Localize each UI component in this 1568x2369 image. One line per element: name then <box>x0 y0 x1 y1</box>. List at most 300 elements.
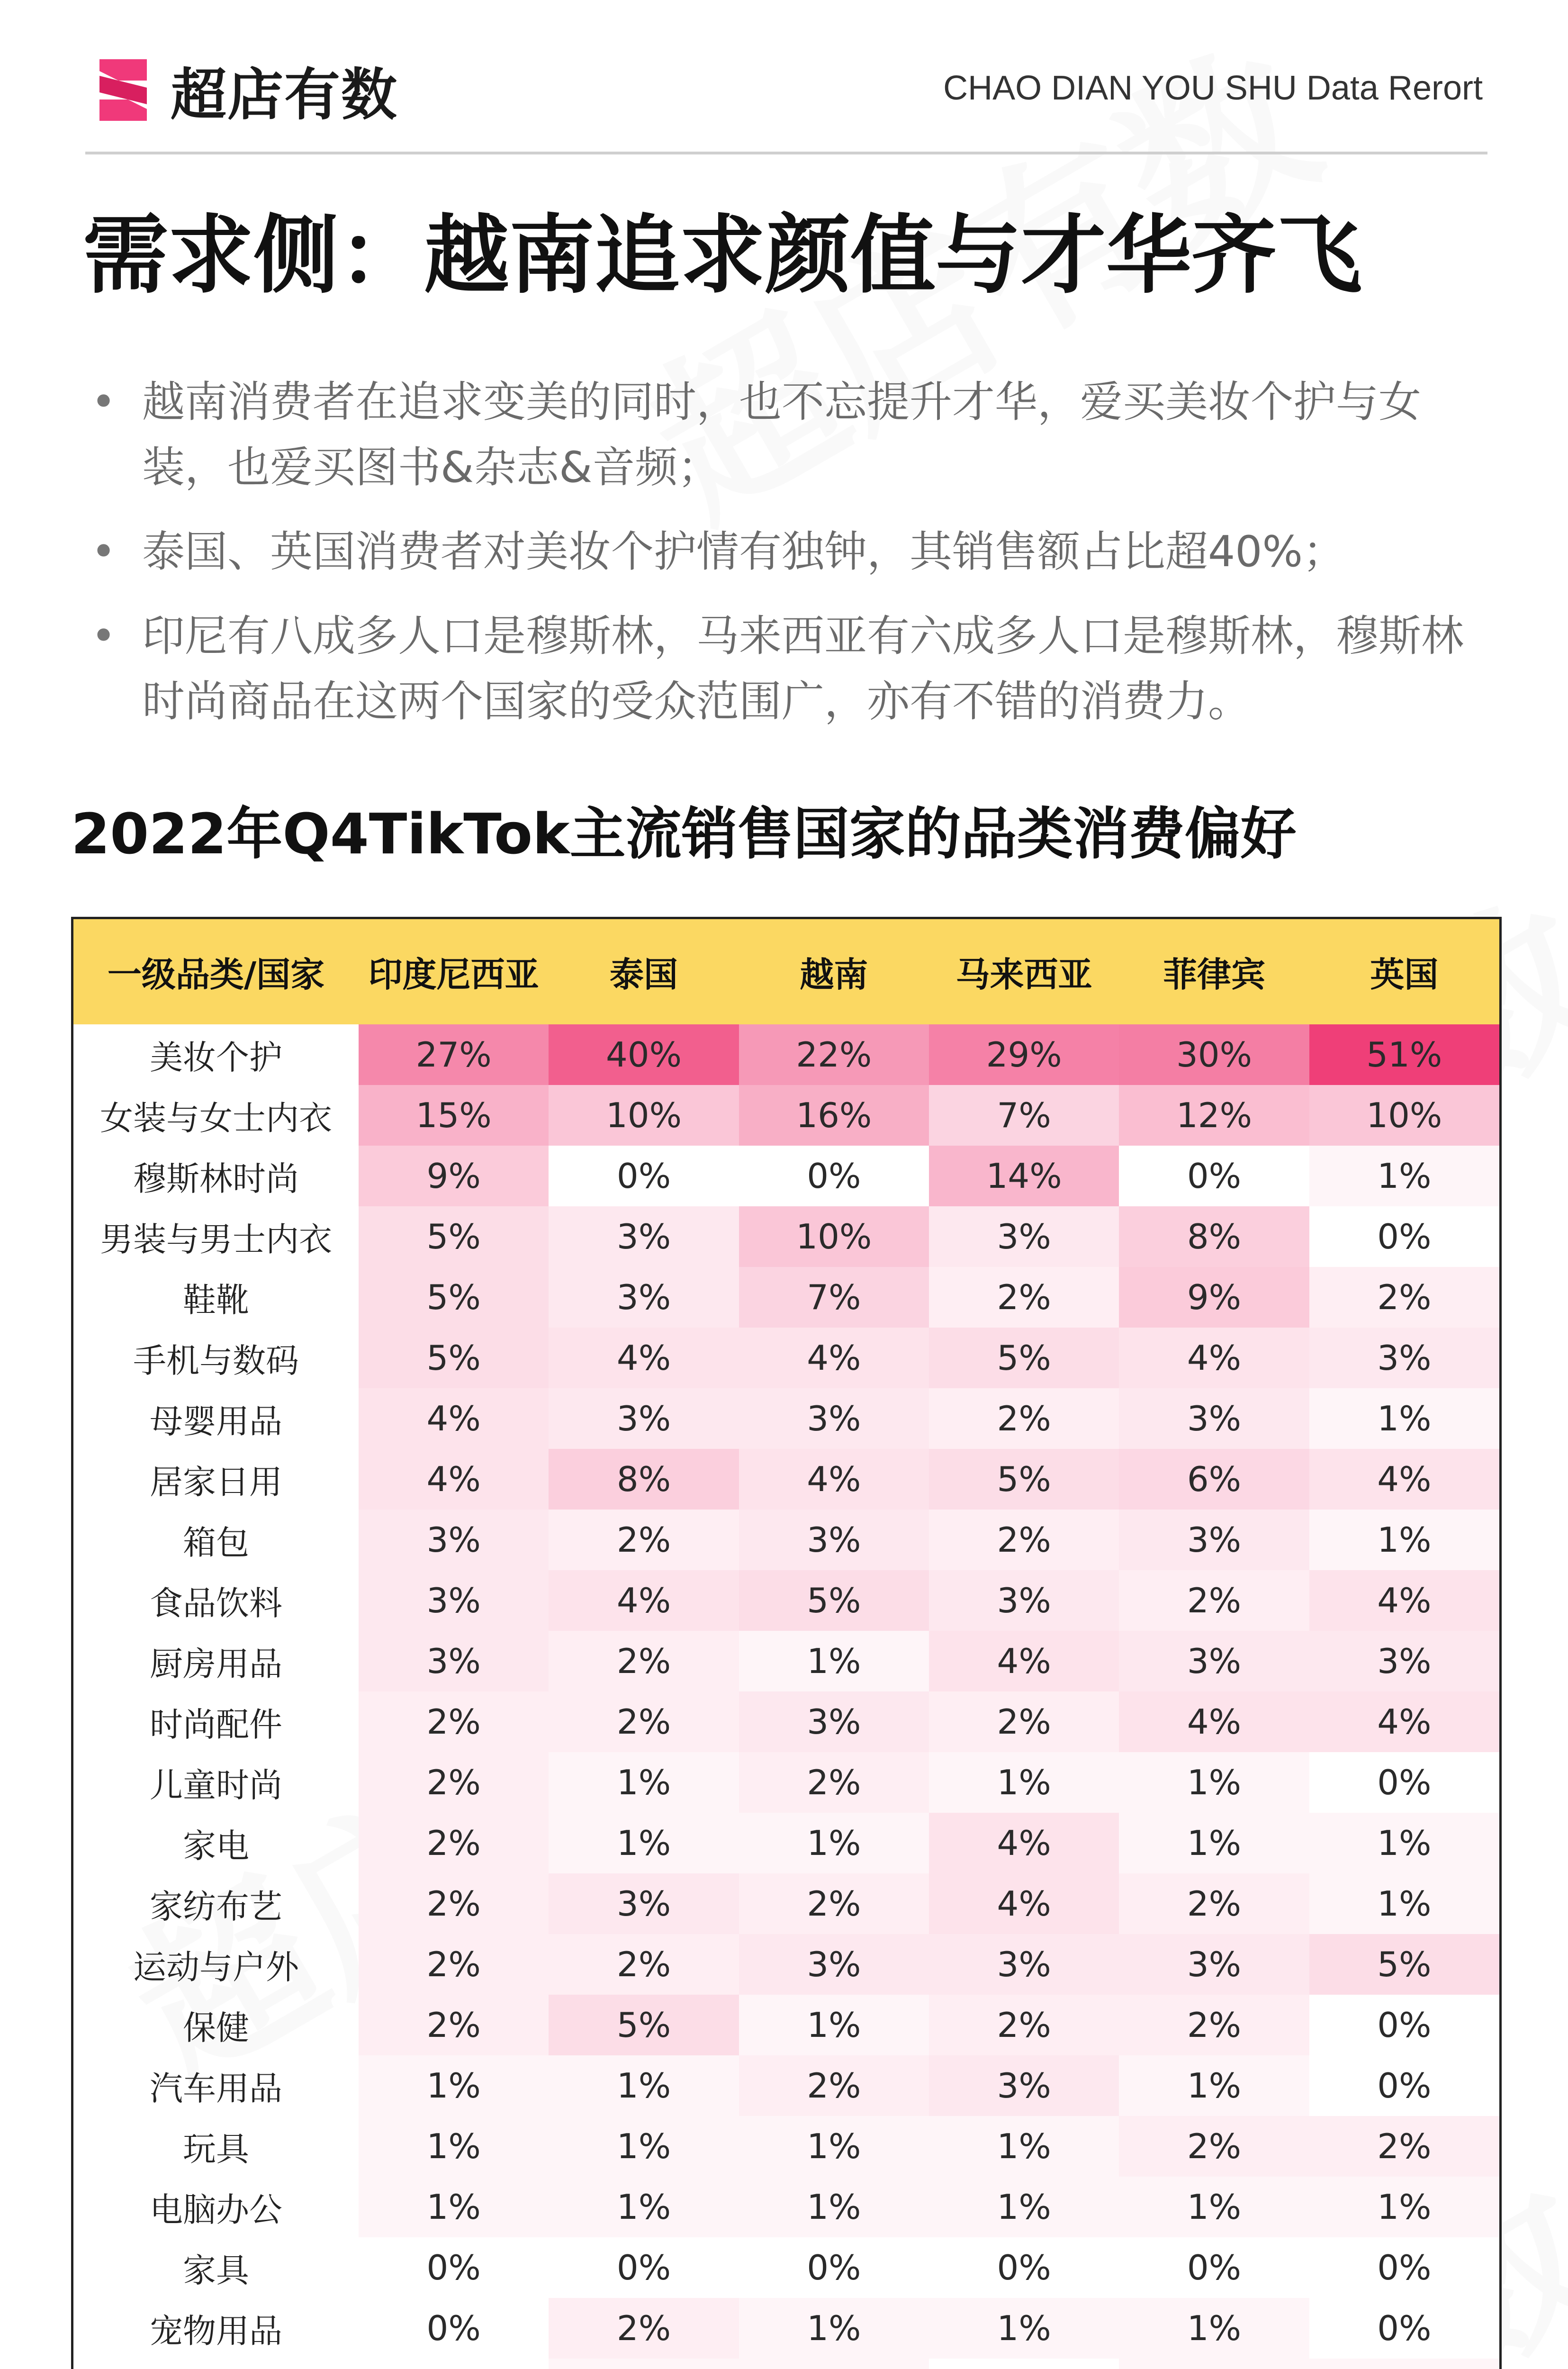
value-number: 1 <box>807 1823 829 1863</box>
value-cell <box>549 1085 739 1146</box>
value-cell <box>549 2116 739 2177</box>
percent-sign: % <box>1208 1581 1242 1620</box>
percent-sign: % <box>1018 2248 1051 2288</box>
percent-sign: % <box>1208 2005 1242 2045</box>
percent-sign: % <box>448 1641 481 1681</box>
value-number: 0 <box>1377 1763 1399 1802</box>
bullet-text: 泰国、英国消费者对美妆个护情有独钟，其销售额占比超40%； <box>142 527 1346 577</box>
value-number: 0 <box>807 1156 829 1196</box>
percent-sign: % <box>1018 1399 1051 1438</box>
bullet-item <box>85 519 1497 585</box>
value-cell <box>1119 1328 1309 1388</box>
value-cell <box>359 1206 549 1267</box>
percent-sign: % <box>1208 1338 1242 1378</box>
percent-sign: % <box>1409 1095 1442 1135</box>
value-number: 5 <box>426 1338 449 1378</box>
value-cell <box>1309 1449 1499 1510</box>
value-cell <box>359 2237 549 2298</box>
value-number: 6 <box>1187 1459 1209 1499</box>
value-cell <box>359 2055 549 2116</box>
value-number: 1 <box>426 2066 449 2106</box>
table-row <box>73 2177 1499 2237</box>
percent-sign: % <box>829 1823 861 1863</box>
percent-sign: % <box>1399 2126 1432 2166</box>
value-cell <box>1119 1631 1309 1691</box>
value-cell <box>1309 1631 1499 1691</box>
value-cell <box>359 1085 549 1146</box>
value-number: 4 <box>1377 1581 1399 1620</box>
percent-sign: % <box>638 1763 671 1802</box>
value-cell <box>1119 2055 1309 2116</box>
value-number: 2 <box>426 1823 449 1863</box>
value-number: 2 <box>426 1763 449 1802</box>
value-number: 2 <box>616 2308 639 2348</box>
value-cell <box>929 1388 1119 1449</box>
percent-sign: % <box>1208 1944 1242 1984</box>
percent-sign: % <box>1208 1520 1242 1560</box>
percent-sign: % <box>448 1823 481 1863</box>
value-cell <box>739 1631 929 1691</box>
value-number: 4 <box>616 1338 639 1378</box>
percent-sign: % <box>1399 2005 1432 2045</box>
value-cell <box>1309 1995 1499 2055</box>
percent-sign: % <box>638 1399 671 1438</box>
value-number: 1 <box>616 2066 639 2106</box>
percent-sign: % <box>1208 1399 1242 1438</box>
value-number: 3 <box>426 1641 449 1681</box>
value-cell <box>359 2177 549 2237</box>
table-row <box>73 2055 1499 2116</box>
brand-logo <box>90 50 398 130</box>
value-cell <box>739 1146 929 1206</box>
value-number: 3 <box>1187 1520 1209 1560</box>
value-cell <box>359 2298 549 2359</box>
value-cell <box>929 1206 1119 1267</box>
value-cell <box>1309 1813 1499 1873</box>
value-number: 1 <box>616 2187 639 2227</box>
value-number: 2 <box>997 2005 1019 2045</box>
percent-sign: % <box>1399 1823 1432 1863</box>
value-cell <box>359 1570 549 1631</box>
value-number: 3 <box>426 1520 449 1560</box>
value-cell <box>549 1873 739 1934</box>
value-number: 2 <box>807 2066 829 2106</box>
value-number: 3 <box>426 1581 449 1620</box>
value-number: 1 <box>616 1763 639 1802</box>
value-cell <box>359 1691 549 1752</box>
table-row <box>73 1752 1499 1813</box>
value-number: 2 <box>1187 2005 1209 2045</box>
table-row <box>73 1449 1499 1510</box>
value-cell <box>359 1813 549 1873</box>
category-cell: 母婴用品 <box>150 1402 282 1441</box>
percent-sign: % <box>1208 1763 1242 1802</box>
value-cell <box>739 1510 929 1570</box>
percent-sign: % <box>448 1520 481 1560</box>
value-cell <box>739 2237 929 2298</box>
table-row <box>73 1691 1499 1752</box>
value-number: 1 <box>807 2187 829 2227</box>
category-cell <box>73 2359 359 2369</box>
value-cell <box>1309 1570 1499 1631</box>
value-cell <box>739 1570 929 1631</box>
percent-sign: % <box>638 2187 671 2227</box>
percent-sign: % <box>829 1277 861 1317</box>
percent-sign: % <box>448 2248 481 2288</box>
value-cell <box>929 1146 1119 1206</box>
percent-sign: % <box>448 1277 481 1317</box>
value-number: 8 <box>1187 1217 1209 1257</box>
value-cell <box>359 2116 549 2177</box>
percent-sign: % <box>1399 1702 1432 1742</box>
percent-sign: % <box>448 1338 481 1378</box>
percent-sign: % <box>829 1884 861 1924</box>
value-cell <box>1119 1206 1309 1267</box>
percent-sign: % <box>1399 2066 1432 2106</box>
value-number: 4 <box>1377 1702 1399 1742</box>
value-number: 2 <box>426 2005 449 2045</box>
percent-sign: % <box>1018 1944 1051 1984</box>
value-number: 4 <box>1377 1459 1399 1499</box>
percent-sign: % <box>1208 1277 1242 1317</box>
percent-sign: % <box>638 1702 671 1742</box>
value-number: 1 <box>1187 2066 1209 2106</box>
value-number: 2 <box>1377 2126 1399 2166</box>
percent-sign: % <box>638 1338 671 1378</box>
value-cell <box>739 2177 929 2237</box>
percent-sign: % <box>459 1035 492 1075</box>
percent-sign: % <box>839 1095 872 1135</box>
value-cell <box>1119 2237 1309 2298</box>
table-row <box>73 1934 1499 1995</box>
report-tag: CHAO DIAN YOU SHU Data Rerort <box>943 69 1483 107</box>
category-cell: 食品饮料 <box>150 1583 282 1623</box>
value-number: 3 <box>807 1520 829 1560</box>
category-cell: 女装与女士内衣 <box>100 1098 332 1138</box>
percent-sign: % <box>448 1581 481 1620</box>
percent-sign: % <box>1208 1702 1242 1742</box>
category-cell: 保健 <box>183 2008 249 2047</box>
percent-sign: % <box>1029 1156 1062 1196</box>
percent-sign: % <box>448 2005 481 2045</box>
bullet-text: 印尼有八成多人口是穆斯林，马来西亚有六成多人口是穆斯林，穆斯林时尚商品在这两个国家的受众范围广，亦有不错的消费力。 <box>142 611 1464 726</box>
value-number: 2 <box>1187 1581 1209 1620</box>
value-cell <box>1119 1024 1309 1085</box>
value-number: 1 <box>1377 1399 1399 1438</box>
heatmap-table <box>71 917 1502 2369</box>
value-number: 1 <box>616 2126 639 2166</box>
value-number: 1 <box>997 2308 1019 2348</box>
value-cell <box>739 1267 929 1328</box>
value-number: 3 <box>997 1581 1019 1620</box>
category-cell: 汽车用品 <box>150 2069 282 2108</box>
table-row <box>73 2116 1499 2177</box>
value-number: 2 <box>616 1702 639 1742</box>
percent-sign: % <box>1018 1702 1051 1742</box>
value-cell <box>549 1934 739 1995</box>
value-number: 1 <box>616 1823 639 1863</box>
value-number: 4 <box>426 1399 449 1438</box>
value-cell <box>1119 2116 1309 2177</box>
brand-logo-icon <box>90 54 156 126</box>
value-number: 5 <box>426 1277 449 1317</box>
column-header: 越南 <box>739 919 929 1024</box>
value-cell <box>549 1267 739 1328</box>
value-cell <box>739 1995 929 2055</box>
percent-sign: % <box>1399 1338 1432 1378</box>
value-cell <box>359 1510 549 1570</box>
percent-sign: % <box>1409 1035 1442 1075</box>
value-cell <box>929 1024 1119 1085</box>
percent-sign: % <box>829 2187 861 2227</box>
percent-sign: % <box>829 1702 861 1742</box>
percent-sign: % <box>1208 1459 1242 1499</box>
value-cell <box>549 2237 739 2298</box>
table-title: 2022年Q4TikTok主流销售国家的品类消费偏好 <box>71 801 1297 867</box>
value-number: 1 <box>1187 1823 1209 1863</box>
percent-sign: % <box>638 2308 671 2348</box>
table-row <box>73 1388 1499 1449</box>
value-number: 2 <box>426 1884 449 1924</box>
value-cell <box>1309 1691 1499 1752</box>
value-cell <box>1119 1934 1309 1995</box>
percent-sign: % <box>1208 1641 1242 1681</box>
value-cell <box>549 1752 739 1813</box>
percent-sign: % <box>1018 1217 1051 1257</box>
table-body <box>73 1024 1499 2369</box>
percent-sign: % <box>1399 1399 1432 1438</box>
value-cell <box>929 1085 1119 1146</box>
category-cell: 手机与数码 <box>133 1341 299 1380</box>
value-number: 0 <box>1377 1217 1399 1257</box>
value-number: 7 <box>997 1095 1019 1135</box>
value-cell <box>929 2359 1119 2369</box>
value-cell <box>929 1510 1119 1570</box>
value-cell <box>929 1267 1119 1328</box>
percent-sign: % <box>1018 1095 1051 1135</box>
table-row <box>73 1570 1499 1631</box>
column-header: 英国 <box>1309 919 1499 1024</box>
value-number: 1 <box>1377 1884 1399 1924</box>
table-row <box>73 1873 1499 1934</box>
value-cell <box>1309 1388 1499 1449</box>
header-divider <box>85 152 1487 154</box>
value-cell <box>1119 1388 1309 1449</box>
value-number: 2 <box>807 1884 829 1924</box>
value-number: 1 <box>807 2005 829 2045</box>
value-number: 2 <box>997 1520 1019 1560</box>
value-cell <box>1119 1510 1309 1570</box>
category-cell: 居家日用 <box>150 1462 282 1501</box>
value-number: 5 <box>616 2005 639 2045</box>
percent-sign: % <box>448 1702 481 1742</box>
value-cell <box>1309 1510 1499 1570</box>
value-number: 3 <box>997 2066 1019 2106</box>
value-number: 0 <box>426 2248 449 2288</box>
value-cell <box>1309 2359 1499 2369</box>
value-cell <box>929 1328 1119 1388</box>
brand-name: 超店有数 <box>171 62 398 127</box>
value-number: 2 <box>1187 2126 1209 2166</box>
table-row <box>73 1510 1499 1570</box>
value-number: 5 <box>426 1217 449 1257</box>
value-cell <box>359 1328 549 1388</box>
percent-sign: % <box>829 2126 861 2166</box>
percent-sign: % <box>638 1823 671 1863</box>
percent-sign: % <box>1208 2066 1242 2106</box>
value-number: 7 <box>807 1277 829 1317</box>
category-cell: 时尚配件 <box>150 1705 282 1744</box>
table-row <box>73 2237 1499 2298</box>
bullet-dot-icon: • <box>91 611 117 661</box>
value-cell <box>929 2237 1119 2298</box>
percent-sign: % <box>638 1156 671 1196</box>
value-number: 2 <box>997 1702 1019 1742</box>
value-number: 1 <box>1377 1520 1399 1560</box>
category-cell: 厨房用品 <box>150 1644 282 1683</box>
percent-sign: % <box>448 2308 481 2348</box>
value-cell <box>1119 1146 1309 1206</box>
percent-sign: % <box>829 1156 861 1196</box>
percent-sign: % <box>1208 2126 1242 2166</box>
value-cell <box>1119 1449 1309 1510</box>
percent-sign: % <box>1208 1884 1242 1924</box>
value-number: 4 <box>997 1884 1019 1924</box>
value-cell <box>549 1206 739 1267</box>
percent-sign: % <box>1399 1944 1432 1984</box>
percent-sign: % <box>649 1095 682 1135</box>
bullet-list <box>85 370 1497 753</box>
value-number: 1 <box>807 2126 829 2166</box>
value-number: 3 <box>807 1399 829 1438</box>
percent-sign: % <box>1018 1459 1051 1499</box>
value-number: 3 <box>616 1217 639 1257</box>
value-number: 1 <box>1187 1763 1209 1802</box>
value-number: 0 <box>616 1156 639 1196</box>
percent-sign: % <box>638 2005 671 2045</box>
value-cell <box>739 1024 929 1085</box>
value-cell <box>1309 1024 1499 1085</box>
value-number: 9 <box>426 1156 449 1196</box>
value-number: 10 <box>605 1095 649 1135</box>
value-cell <box>739 1206 929 1267</box>
column-header: 菲律宾 <box>1119 919 1309 1024</box>
value-number: 10 <box>1366 1095 1410 1135</box>
percent-sign: % <box>1399 1763 1432 1802</box>
value-cell <box>1119 2298 1309 2359</box>
percent-sign: % <box>448 1763 481 1802</box>
value-number: 1 <box>1187 2187 1209 2227</box>
percent-sign: % <box>1018 2187 1051 2227</box>
value-number: 22 <box>796 1035 839 1075</box>
percent-sign: % <box>1208 1156 1242 1196</box>
percent-sign: % <box>1018 1277 1051 1317</box>
value-cell <box>1119 1752 1309 1813</box>
value-number: 1 <box>997 2126 1019 2166</box>
value-cell <box>359 1146 549 1206</box>
percent-sign: % <box>829 1641 861 1681</box>
value-number: 1 <box>426 2187 449 2227</box>
percent-sign: % <box>638 2248 671 2288</box>
value-cell <box>929 1995 1119 2055</box>
value-number: 5 <box>807 1581 829 1620</box>
value-cell <box>739 1691 929 1752</box>
value-number: 1 <box>1187 2308 1209 2348</box>
table-row <box>73 1328 1499 1388</box>
value-number: 3 <box>997 1944 1019 1984</box>
value-number: 5 <box>997 1459 1019 1499</box>
value-number: 2 <box>1377 1277 1399 1317</box>
table-row <box>73 2298 1499 2359</box>
percent-sign: % <box>1399 2308 1432 2348</box>
value-cell <box>739 1873 929 1934</box>
table-row <box>73 1631 1499 1691</box>
percent-sign: % <box>448 1944 481 1984</box>
value-cell <box>739 1934 929 1995</box>
percent-sign: % <box>448 1217 481 1257</box>
value-cell <box>1309 1146 1499 1206</box>
value-cell <box>549 1691 739 1752</box>
percent-sign: % <box>829 1581 861 1620</box>
value-cell <box>739 1449 929 1510</box>
value-cell <box>1309 1752 1499 1813</box>
value-cell <box>1309 2298 1499 2359</box>
percent-sign: % <box>1018 2308 1051 2348</box>
percent-sign: % <box>638 1217 671 1257</box>
value-cell <box>929 2177 1119 2237</box>
value-cell <box>739 2298 929 2359</box>
value-number: 2 <box>426 1944 449 1984</box>
value-number: 1 <box>807 1641 829 1681</box>
value-number: 2 <box>616 1641 639 1681</box>
value-number: 2 <box>616 1944 639 1984</box>
percent-sign: % <box>649 1035 682 1075</box>
value-number: 0 <box>807 2248 829 2288</box>
value-cell <box>1309 2237 1499 2298</box>
value-cell <box>1119 1691 1309 1752</box>
value-number: 4 <box>616 1581 639 1620</box>
value-number: 4 <box>807 1459 829 1499</box>
percent-sign: % <box>1208 2187 1242 2227</box>
category-cell: 家纺布艺 <box>150 1887 282 1926</box>
value-cell <box>739 1813 929 1873</box>
value-cell <box>359 1752 549 1813</box>
category-cell: 宠物用品 <box>150 2311 282 2351</box>
percent-sign: % <box>1018 1763 1051 1802</box>
value-number: 2 <box>426 1702 449 1742</box>
percent-sign: % <box>1219 1095 1252 1135</box>
value-number: 15 <box>415 1095 460 1135</box>
value-cell <box>549 1449 739 1510</box>
column-header: 马来西亚 <box>929 919 1119 1024</box>
value-number: 3 <box>616 1884 639 1924</box>
percent-sign: % <box>1018 2066 1051 2106</box>
value-cell <box>549 1570 739 1631</box>
value-cell <box>739 2359 929 2369</box>
percent-sign: % <box>829 1459 861 1499</box>
value-number: 1 <box>807 2308 829 2348</box>
value-cell <box>929 1752 1119 1813</box>
value-cell <box>1119 2359 1309 2369</box>
value-cell <box>359 1267 549 1328</box>
value-cell <box>929 1934 1119 1995</box>
value-number: 12 <box>1176 1095 1220 1135</box>
percent-sign: % <box>638 1459 671 1499</box>
percent-sign: % <box>1208 1217 1242 1257</box>
category-cell: 穆斯林时尚 <box>133 1159 299 1198</box>
value-cell <box>1309 1206 1499 1267</box>
value-number: 4 <box>997 1641 1019 1681</box>
